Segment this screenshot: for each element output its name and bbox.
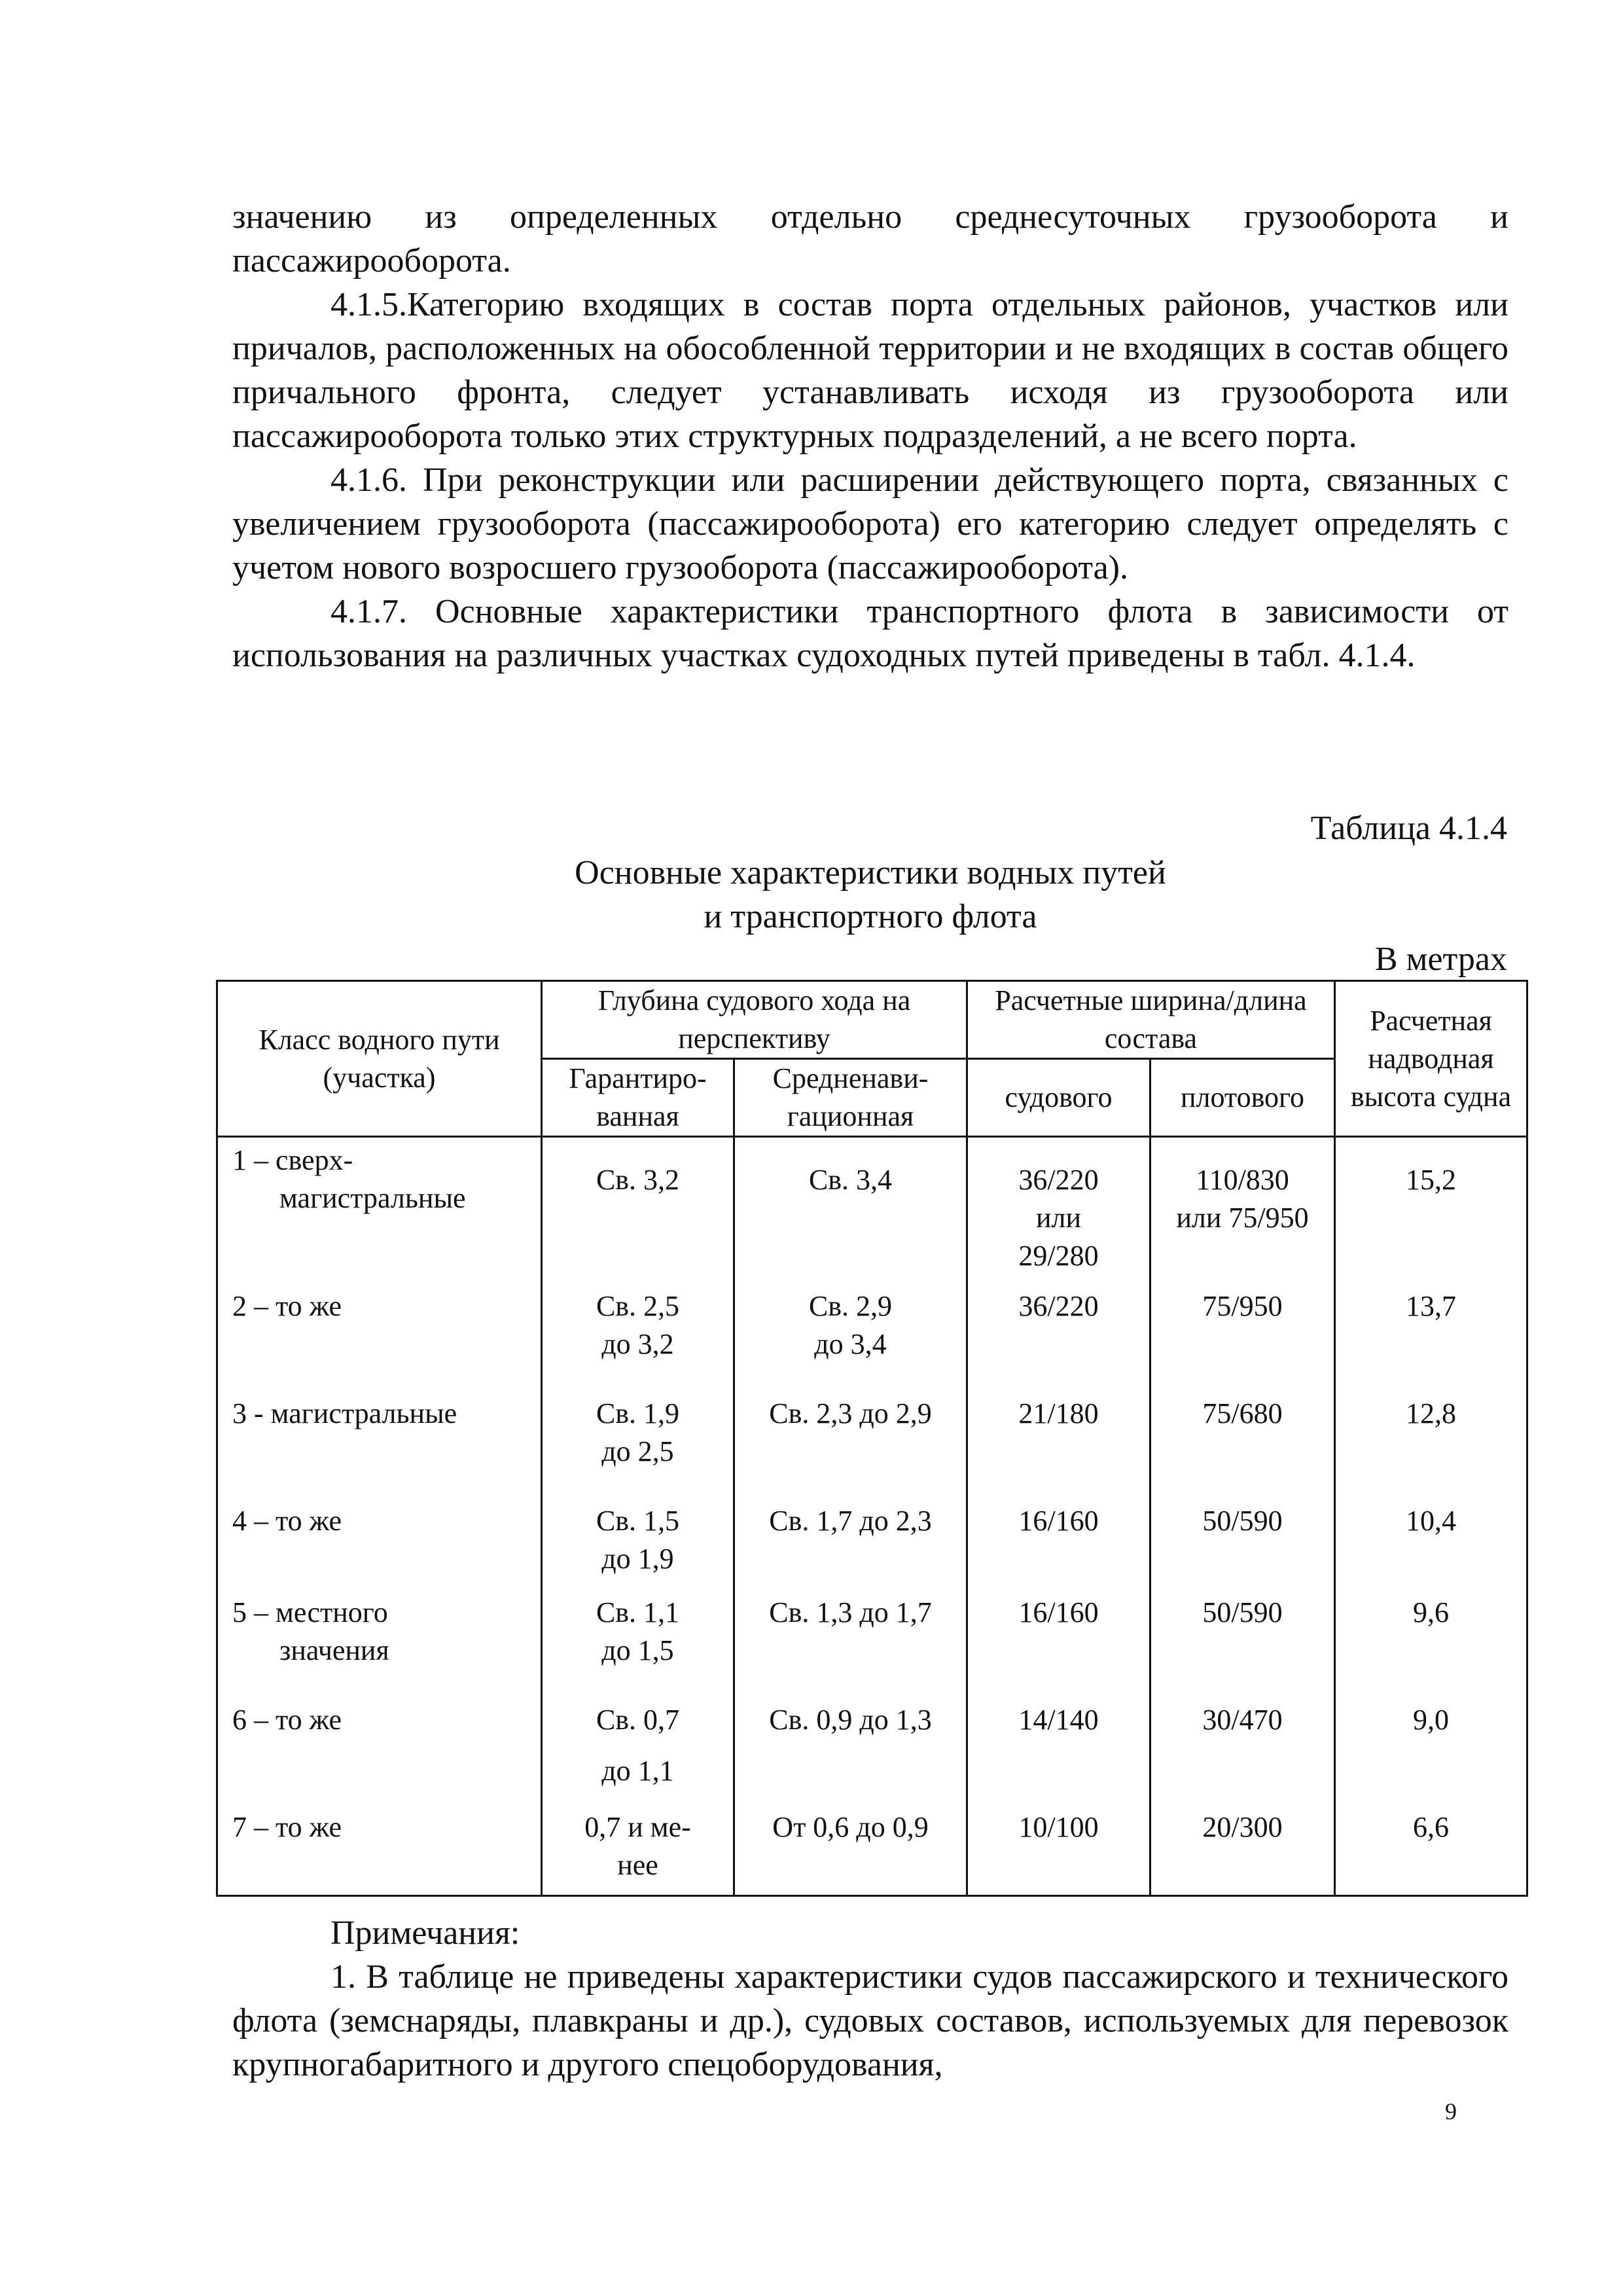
header-width-raft: плотового — [1150, 1059, 1335, 1137]
table-row — [217, 1391, 1527, 1498]
table-number-label: Таблица 4.1.4 — [1310, 810, 1507, 847]
cell-guaranteed: Св. 3,2 — [542, 1137, 734, 1283]
cell-average: Св. 3,4 — [734, 1137, 967, 1283]
paragraph-4-1-6: 4.1.6. При реконструкции или расширении действующего порта, связанных с увеличением грузооборота (пассажирооборота) его категорию следует определять с учетом нового возросшего грузооборота (пассажирооборота). — [232, 461, 1508, 586]
notes-section — [232, 1911, 1508, 2087]
cell-average: Св. 1,7 до 2,3 — [734, 1498, 967, 1590]
cell-class: 3 - магистральные — [217, 1391, 542, 1498]
header-width-group: Расчетные ширина/длина состава — [967, 981, 1335, 1059]
cell-ship: 36/220 или 29/280 — [967, 1137, 1150, 1283]
table-row — [217, 1804, 1527, 1896]
cell-class: 4 – то же — [217, 1498, 542, 1590]
cell-class: 6 – то же — [217, 1697, 542, 1804]
cell-class: 7 – то же — [217, 1804, 542, 1896]
table-row — [217, 1498, 1527, 1590]
cell-height: 9,6 — [1335, 1590, 1527, 1697]
table-title-line-1: Основные характеристики водных путей — [575, 854, 1166, 891]
cell-class: 2 – то же — [217, 1283, 542, 1391]
cell-raft: 50/590 — [1150, 1590, 1335, 1697]
cell-class: 1 – сверх- магистральные — [217, 1137, 542, 1283]
cell-height: 10,4 — [1335, 1498, 1527, 1590]
note-1: 1. В таблице не приведены характеристики судов пассажирского и технического флота (земснаряды, плавкраны и др.), судовых составов, используемых для перевозок крупногабаритного и другого спецоборудования, — [232, 1958, 1508, 2083]
waterways-table — [216, 980, 1528, 1897]
header-depth-average: Средненави-гационная — [734, 1059, 967, 1137]
cell-average: Св. 0,9 до 1,3 — [734, 1697, 967, 1804]
cell-raft: 30/470 — [1150, 1697, 1335, 1804]
cell-raft: 20/300 — [1150, 1804, 1335, 1896]
table-row — [217, 1283, 1527, 1391]
cell-ship: 14/140 — [967, 1697, 1150, 1804]
cell-guaranteed: 0,7 и ме- нее — [542, 1804, 734, 1896]
table-title — [232, 851, 1508, 939]
table-row — [217, 1697, 1527, 1804]
cell-raft: 75/680 — [1150, 1391, 1335, 1498]
cell-raft: 110/830 или 75/950 — [1150, 1137, 1335, 1283]
cell-ship: 10/100 — [967, 1804, 1150, 1896]
cell-raft: 75/950 — [1150, 1283, 1335, 1391]
cell-ship: 36/220 — [967, 1283, 1150, 1391]
cell-raft: 50/590 — [1150, 1498, 1335, 1590]
cell-average: От 0,6 до 0,9 — [734, 1804, 967, 1896]
header-height: Расчетная надводная высота судна — [1335, 981, 1527, 1137]
cell-height: 12,8 — [1335, 1391, 1527, 1498]
cell-height: 15,2 — [1335, 1137, 1527, 1283]
cell-class: 5 – местного значения — [217, 1590, 542, 1697]
table-title-line-2: и транспортного флота — [704, 898, 1037, 935]
cell-height: 9,0 — [1335, 1697, 1527, 1804]
header-depth-guaranteed: Гарантиро-ванная — [542, 1059, 734, 1137]
page-number: 9 — [1445, 2098, 1457, 2125]
header-width-ship: судового — [967, 1059, 1150, 1137]
body-text — [232, 195, 1508, 677]
cell-guaranteed: Св. 1,1 до 1,5 — [542, 1590, 734, 1697]
cell-ship: 16/160 — [967, 1590, 1150, 1697]
cell-average: Св. 1,3 до 1,7 — [734, 1590, 967, 1697]
cell-height: 13,7 — [1335, 1283, 1527, 1391]
cell-average: Св. 2,3 до 2,9 — [734, 1391, 967, 1498]
cell-guaranteed: Св. 2,5 до 3,2 — [542, 1283, 734, 1391]
notes-heading: Примечания: — [330, 1914, 520, 1952]
cell-average: Св. 2,9 до 3,4 — [734, 1283, 967, 1391]
cell-guaranteed: Св. 1,9 до 2,5 — [542, 1391, 734, 1498]
paragraph-continuation: значению из определенных отдельно среднесуточных грузооборота и пассажирооборота. — [232, 198, 1508, 279]
cell-ship: 21/180 — [967, 1391, 1150, 1498]
cell-guaranteed: Св. 1,5 до 1,9 — [542, 1498, 734, 1590]
paragraph-4-1-7: 4.1.7. Основные характеристики транспортного флота в зависимости от использования на различных участках судоходных путей приведены в табл. 4.1.4. — [232, 593, 1508, 674]
cell-guaranteed: Св. 0,7 до 1,1 — [542, 1697, 734, 1804]
table-row — [217, 1590, 1527, 1697]
units-label: В метрах — [1374, 941, 1507, 978]
paragraph-4-1-5: 4.1.5.Категорию входящих в состав порта отдельных районов, участков или причалов, расположенных на обособленной территории и не входящих в состав общего причального фронта, следует устанавливать исходя из грузооборота или пассажирооборота только этих структурных подразделений, а не всего порта. — [232, 286, 1508, 455]
cell-height: 6,6 — [1335, 1804, 1527, 1896]
header-depth-group: Глубина судового хода на перспективу — [542, 981, 967, 1059]
header-class: Класс водного пути (участка) — [217, 981, 542, 1137]
cell-ship: 16/160 — [967, 1498, 1150, 1590]
table-row — [217, 1137, 1527, 1283]
